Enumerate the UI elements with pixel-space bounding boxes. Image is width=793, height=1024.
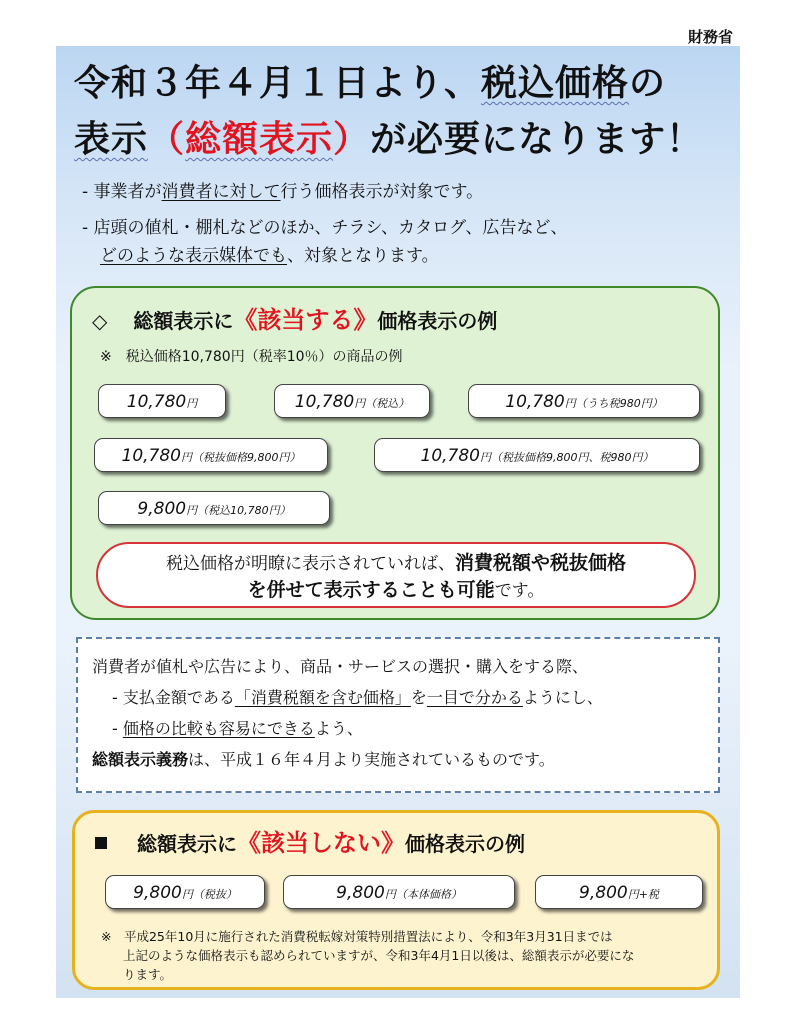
price-example-5 [374, 438, 700, 472]
applicable-head-red: 《該当する》 [233, 306, 378, 334]
price-example-4 [94, 438, 328, 472]
price-example-1 [98, 384, 226, 418]
ministry-label: 財務省 [687, 28, 733, 46]
applicable-heading [92, 300, 497, 335]
intro-bullet-2-line-1: - 店頭の値札・棚札などのほか、チラシ、カタログ、広告など、 [82, 218, 568, 238]
price-main: 9,800 [579, 883, 628, 903]
info-line-2 [92, 682, 718, 713]
title-paren-open: （ [148, 119, 186, 160]
intro-b1-underline: 消費者に対して [161, 182, 281, 202]
intro-b1-post: 行う価格表示が対象です。 [280, 182, 484, 202]
applicable-examples-box [70, 286, 720, 620]
na-head-red: 《該当しない》 [237, 829, 405, 857]
info-l3-post: よう、 [314, 719, 363, 738]
transition-note-line-2: 上記のような価格表示も認められていますが、令和3年4月1日以後は、総額表示が必要にな [123, 948, 635, 963]
intro-bullet-1 [82, 178, 568, 206]
price-suffix: 円（税抜） [181, 888, 237, 901]
callout-d: です。 [494, 581, 545, 601]
callout-a: 税込価格が明瞭に表示されていれば、 [165, 554, 455, 574]
info-line-1: 消費者が値札や広告により、商品・サービスの選択・購入をする際、 [92, 657, 589, 676]
intro-b2-post: 、対象となります。 [287, 246, 439, 266]
price-suffix: 円+税 [627, 888, 659, 901]
na-price-example-1 [105, 875, 265, 909]
price-main: 9,800 [133, 883, 182, 903]
title-display: 表示 [74, 119, 149, 160]
info-l2-ul1: 「消費税額を含む価格」 [234, 688, 411, 707]
applicable-note: ※ 税込価格10,780円（税率10％）の商品の例 [100, 349, 403, 365]
intro-bullets [82, 178, 568, 270]
title-total-display: 総額表示 [185, 119, 334, 160]
applicable-head-pre: 総額表示に [133, 309, 234, 333]
price-suffix: 円（税込10,780円） [186, 504, 291, 517]
title-from: より、 [370, 63, 482, 104]
info-box [76, 637, 720, 793]
transition-note [101, 927, 701, 984]
price-suffix: 円（税抜価格9,800円） [180, 451, 301, 464]
na-price-example-2 [283, 875, 515, 909]
info-l4-bold: 総額表示義務 [92, 750, 189, 769]
info-line-3 [92, 713, 718, 744]
price-main: 10,780 [121, 446, 181, 466]
info-l3-pre: - [112, 719, 123, 738]
title-tax-incl-price: 税込価格 [481, 63, 630, 104]
intro-b1-pre: - 事業者が [82, 182, 162, 202]
na-head-post: 価格表示の例 [405, 832, 525, 856]
price-suffix: 円 [186, 397, 198, 410]
applicable-head-post: 価格表示の例 [377, 309, 498, 333]
price-suffix: 円（うち税980円） [564, 397, 663, 410]
price-example-6 [98, 491, 330, 525]
not-applicable-heading [95, 823, 525, 858]
title-required: が必要になります！ [370, 119, 704, 160]
price-main: 10,780 [294, 392, 355, 412]
callout-b: 消費税額や税抜価格 [454, 552, 626, 574]
na-head-pre: 総額表示に [137, 832, 237, 856]
title-particle: の [629, 63, 667, 104]
price-example-2 [274, 384, 430, 418]
price-main: 10,780 [505, 392, 565, 412]
info-l2-mid: を [410, 688, 427, 707]
intro-b2-underline: どのような表示媒体でも [100, 246, 287, 266]
price-main: 9,800 [137, 499, 187, 519]
price-main: 10,780 [420, 446, 480, 466]
info-l2-pre: - 支払金額である [112, 688, 235, 707]
not-applicable-examples-box [72, 810, 720, 990]
title-line-2 [74, 112, 734, 168]
info-l4-post: は、平成１６年４月より実施されているものです。 [188, 750, 555, 769]
price-suffix: 円（税込） [354, 397, 410, 410]
title-paren-close: ） [333, 119, 371, 160]
intro-bullet-2-line-2 [82, 242, 568, 270]
transition-note-line-3: ります。 [123, 967, 173, 982]
title-line-1 [74, 56, 734, 112]
diamond-icon: ◇ [92, 309, 108, 333]
info-line-4 [92, 744, 718, 775]
info-l2-ul2: 一目で分かる [426, 688, 523, 707]
page-title [74, 56, 734, 168]
transition-note-line-1: ※ 平成25年10月に施行された消費税転嫁対策特別措置法により、令和3年3月31日までは [101, 929, 613, 944]
na-price-example-3 [535, 875, 703, 909]
callout-oval [96, 542, 696, 608]
info-l2-post: ようにし、 [522, 688, 603, 707]
price-example-3 [468, 384, 700, 418]
price-suffix: 円（税抜価格9,800円、税980円） [479, 451, 654, 464]
price-main: 10,780 [126, 392, 187, 412]
callout-c: を併せて表示することも可能 [247, 579, 495, 601]
price-suffix: 円（本体価格） [384, 888, 462, 901]
info-l3-ul: 価格の比較も容易にできる [122, 719, 315, 738]
title-date: 令和３年４月１日 [74, 63, 371, 104]
square-icon [95, 837, 107, 849]
price-main: 9,800 [336, 883, 385, 903]
